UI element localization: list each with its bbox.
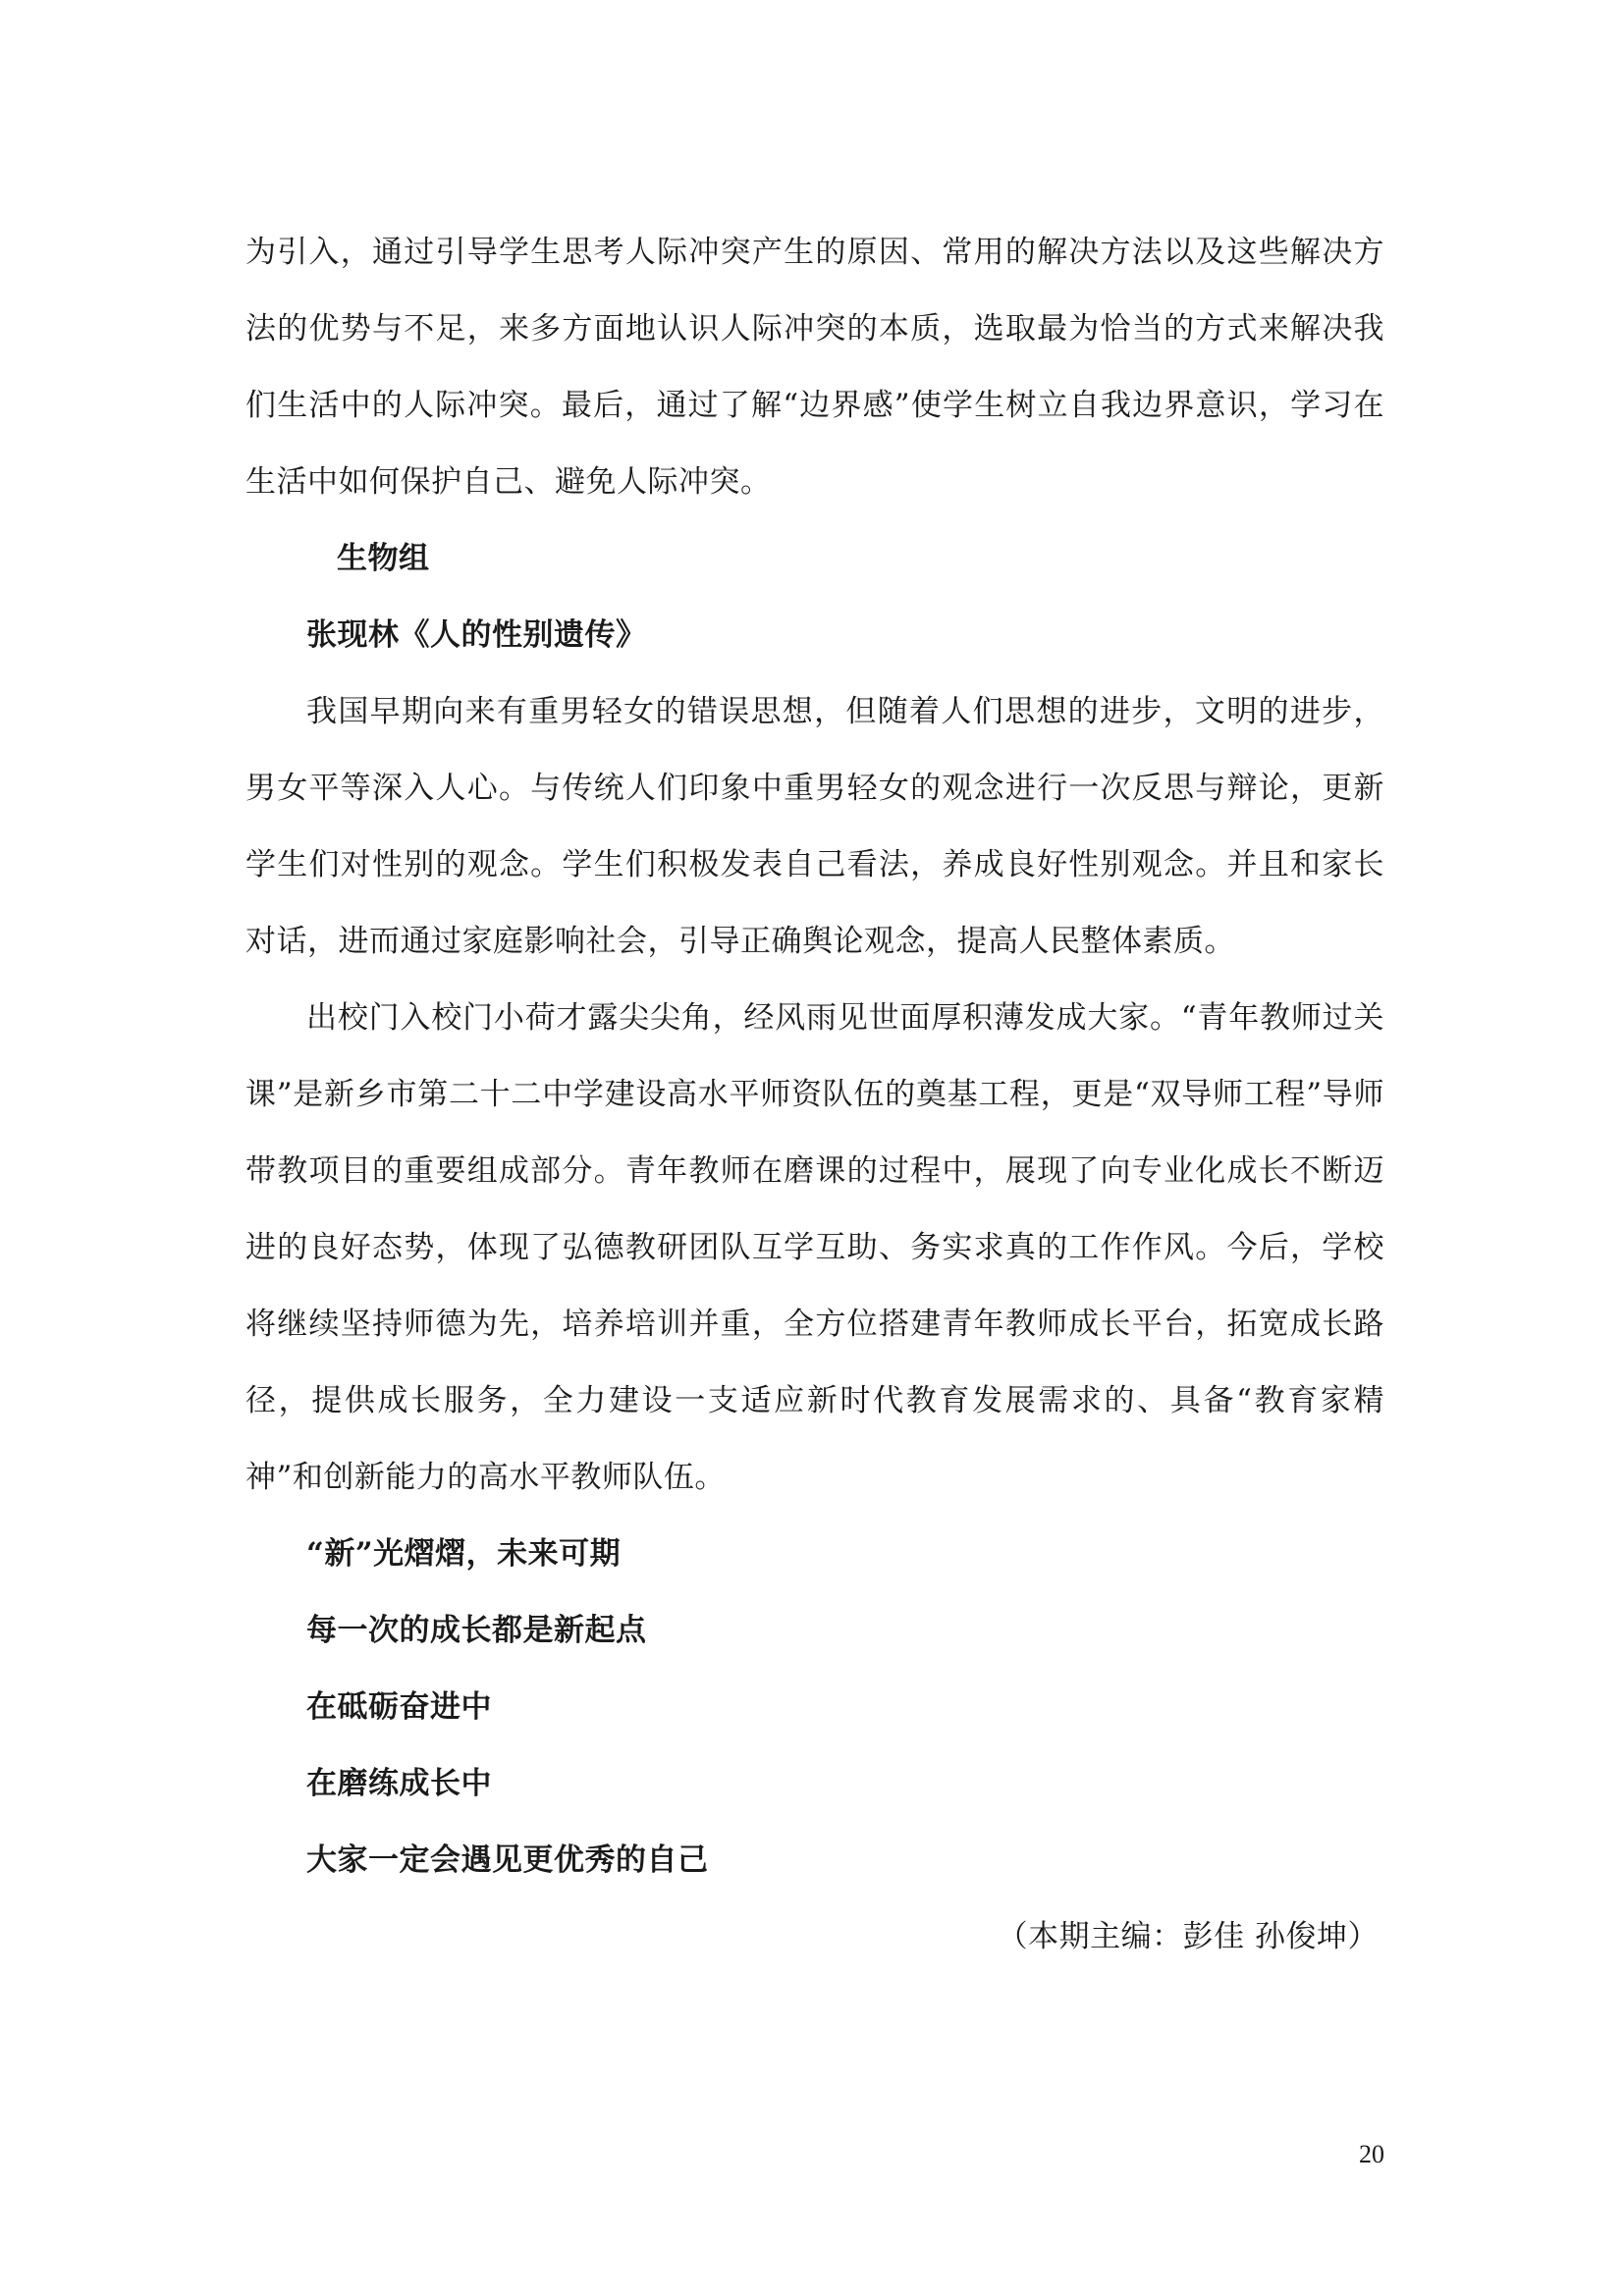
slogan-line-3: 在砥砺奋进中	[306, 1689, 492, 1725]
editor-credit: （本期主编：彭佳 孙俊坤）	[997, 1919, 1379, 1954]
slogan-line-4: 在磨练成长中	[306, 1766, 492, 1801]
slogan-line-1: “新”光熠熠，未来可期	[306, 1536, 622, 1572]
slogan-line-5: 大家一定会遇见更优秀的自己	[306, 1842, 709, 1878]
lesson-paragraph: 我国早期向来有重男轻女的错误思想，但随着人们思想的进步，文明的进步，男女平等深入人心。与传统人们印象中重男轻女的观念进行一次反思与辩论，更新学生们对性别的观念。学生们积极发表自己看法，养成良好性别观念。并且和家长对话，进而通过家庭影响社会，引导正确舆论观念，提高人民整体素质。	[245, 694, 1384, 959]
group-heading: 生物组	[337, 541, 430, 576]
intro-paragraph: 为引入，通过引导学生思考人际冲突产生的原因、常用的解决方法以及这些解决方法的优势与不足，来多方面地认识人际冲突的本质，选取最为恰当的方式来解决我们生活中的人际冲突。最后，通过了解“边界感”使学生树立自我边界意识，学习在生活中如何保护自己、避免人际冲突。	[245, 235, 1384, 500]
page-number: 20	[1359, 2140, 1384, 2168]
slogan-line-2: 每一次的成长都是新起点	[306, 1613, 647, 1648]
page-content	[245, 214, 1384, 1975]
summary-paragraph: 出校门入校门小荷才露尖尖角，经风雨见世面厚积薄发成大家。“青年教师过关课”是新乡市第二十二中学建设高水平师资队伍的奠基工程，更是“双导师工程”导师带教项目的重要组成部分。青年教师在磨课的过程中，展现了向专业化成长不断迈进的良好态势，体现了弘德教研团队互学互助、务实求真的工作作风。今后，学校将继续坚持师德为先，培养培训并重，全方位搭建青年教师成长平台，拓宽成长路径，提供成长服务，全力建设一支适应新时代教育发展需求的、具备“教育家精神”和创新能力的高水平教师队伍。	[245, 1000, 1384, 1495]
lesson-title: 张现林《人的性别遗传》	[306, 617, 647, 653]
